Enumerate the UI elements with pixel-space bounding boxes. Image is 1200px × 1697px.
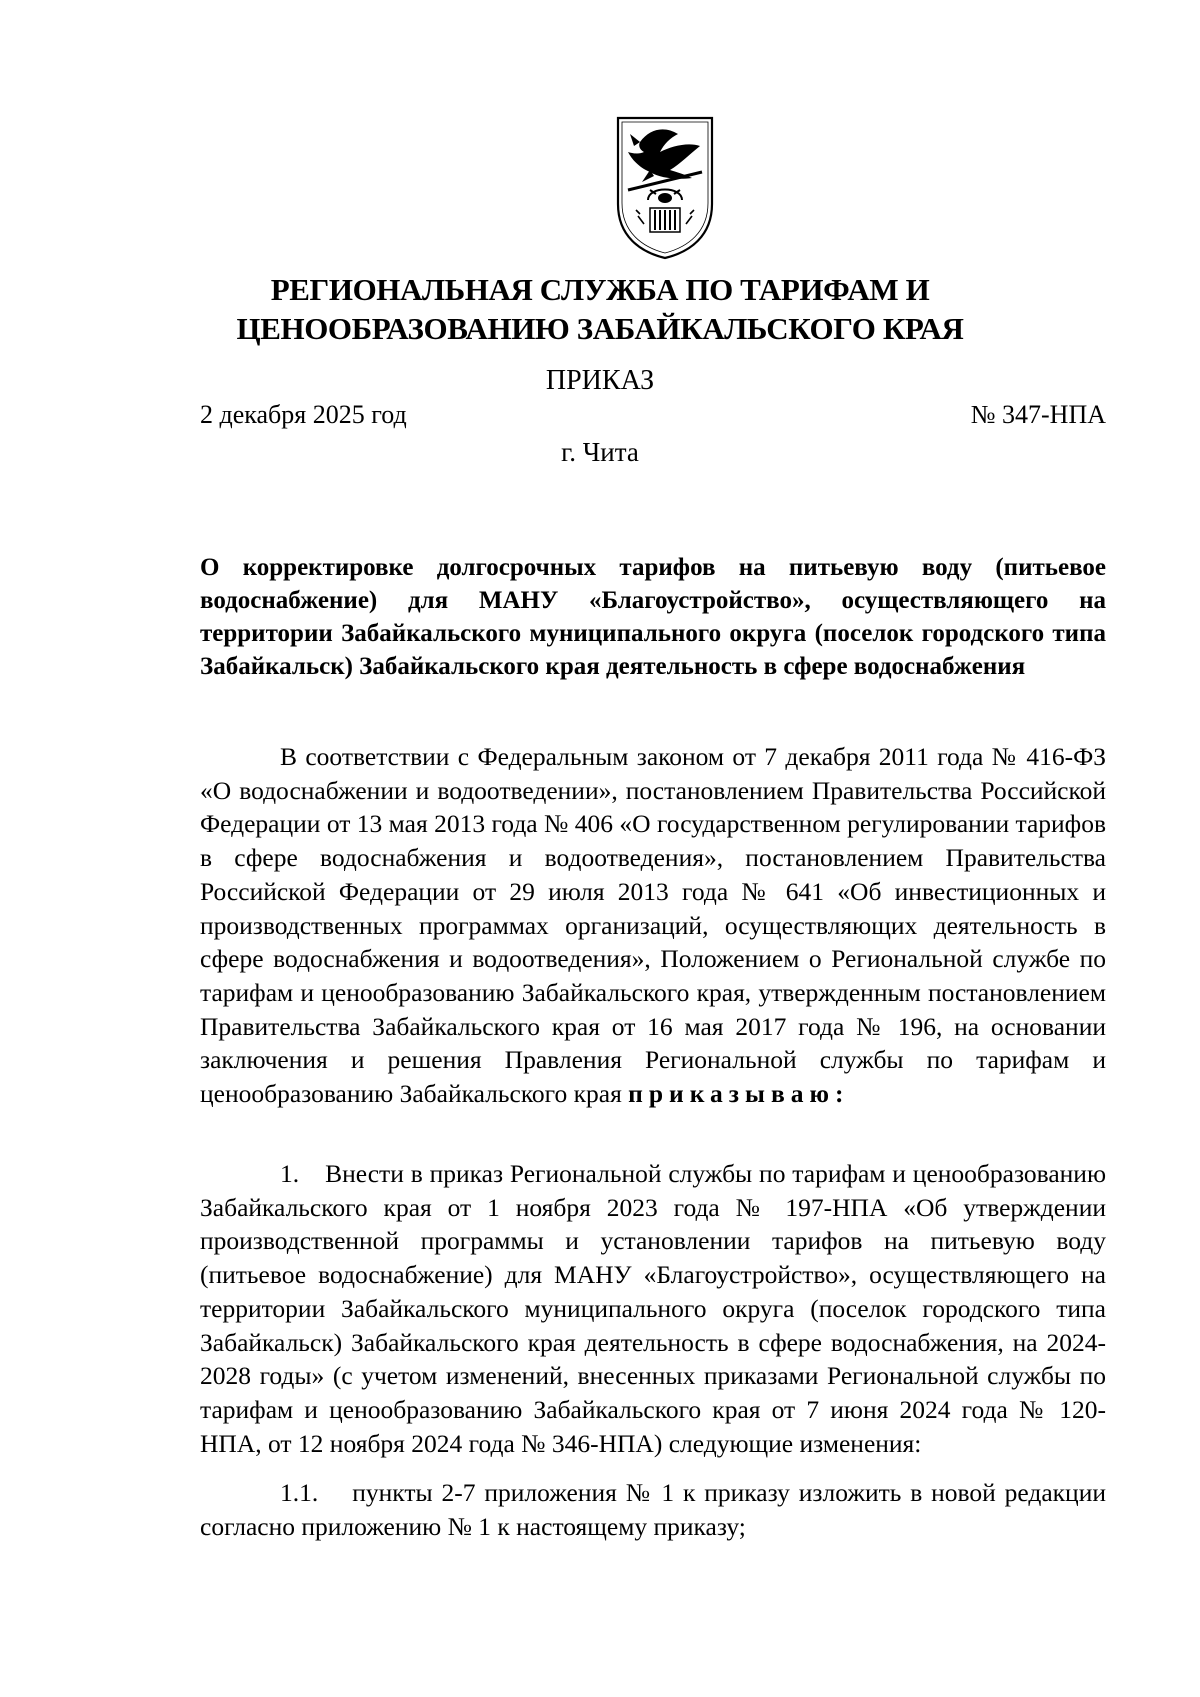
organization-name-line-1: РЕГИОНАЛЬНАЯ СЛУЖБА ПО ТАРИФАМ И <box>270 272 930 307</box>
list-item-number: 1. <box>280 1159 300 1188</box>
document-date: 2 декабря 2025 год <box>200 400 407 429</box>
preamble-text: В соответствии с Федеральным законом от 7 декабря 2011 года № 416-ФЗ «О водоснабжении и водоотведении», постановлением Правительства Российской Федерации от 13 мая 2013 года № 406 «О государственном регулировании тарифов в сфере водоснабжения и водоотведения», постановлением Правительства Российской Федерации от 29 июля 2013 года № 641 «Об инвестиционных и производственных программах организаций, осуществляющих деятельность в сфере водоснабжения и водоотведения», Положением о Региональной службе по тарифам и ценообразованию Забайкальского края, утвержденным постановлением Правительства Забайкальского края от 16 мая 2017 года № 196, на основании заключения и решения Правления Региональной службы по тарифам и ценообразованию Забайкальского края <box>200 742 1106 1109</box>
list-item-text: пункты 2-7 приложения № 1 к приказу изложить в новой редакции согласно приложению № 1 к настоящему приказу; <box>200 1478 1106 1541</box>
organization-name <box>0 270 1200 348</box>
organization-name-line-2: ЦЕНООБРАЗОВАНИЮ ЗАБАЙКАЛЬСКОГО КРАЯ <box>236 311 964 346</box>
order-word: приказываю: <box>628 1079 850 1109</box>
document-city: г. Чита <box>561 437 639 467</box>
document-number: № 347-НПА <box>970 400 1106 429</box>
document-subject: О корректировке долгосрочных тарифов на питьевую воду (питьевое водоснабжение) для МАНУ «Благоустройство», осуществляющего на территории Забайкальского муниципального округа (поселок городского типа Забайкальск) Забайкальского края деятельность в сфере водоснабжения <box>200 554 1106 680</box>
list-item-1 <box>200 1157 1106 1460</box>
document-type: ПРИКАЗ <box>545 365 655 396</box>
list-item-number: 1.1. <box>280 1478 319 1507</box>
preamble-paragraph <box>200 740 1106 1111</box>
date-number-line <box>200 399 1106 431</box>
list-item-text: Внести в приказ Региональной службы по тарифам и ценообразованию Забайкальского края от 1 ноября 2023 года № 197-НПА «Об утверждении производственной программы и установлении тарифов на питьевую воду (питьевое водоснабжение) для МАНУ «Благоустройство», осуществляющего на территории Забайкальского муниципального округа (поселок городского типа Забайкальск) Забайкальского края деятельность в сфере водоснабжения, на 2024-2028 годы» (с учетом изменений, внесенных приказами Региональной службы по тарифам и ценообразованию Забайкальского края от 7 июня 2024 года № 120-НПА, от 12 ноября 2024 года № 346-НПА) следующие изменения: <box>200 1159 1106 1458</box>
coat-of-arms-icon <box>610 112 720 260</box>
list-item-1-1 <box>200 1476 1106 1543</box>
